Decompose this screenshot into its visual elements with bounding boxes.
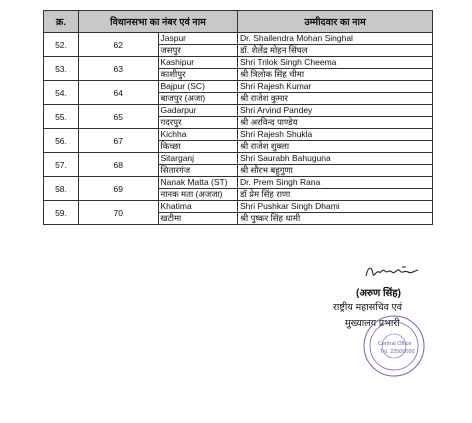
row-constituency <box>158 57 238 81</box>
constituency-name-en: Nanak Matta (ST) <box>160 177 228 187</box>
row-candidate <box>238 57 433 81</box>
candidate-table <box>43 10 433 225</box>
row-candidate <box>238 153 433 177</box>
constituency-name-hi: किच्छा <box>159 140 238 152</box>
candidate-name-en: Shri Arvind Pandey <box>240 105 313 115</box>
row-ac-number: 67 <box>79 129 159 153</box>
table-row <box>44 201 433 225</box>
constituency-name-hi: नानक मता (अजजा) <box>159 188 238 200</box>
row-serial: 53. <box>44 57 79 81</box>
row-serial: 58. <box>44 177 79 201</box>
constituency-name-en: Gadarpur <box>160 105 197 115</box>
table-row <box>44 129 433 153</box>
row-ac-number: 68 <box>79 153 159 177</box>
row-candidate <box>238 177 433 201</box>
header-candidate: उम्मीदवार का नाम <box>238 11 433 33</box>
candidate-name-hi: श्री त्रिलोक सिंह चीमा <box>238 68 432 80</box>
row-constituency <box>158 201 238 225</box>
constituency-name-hi: सितारगंज <box>159 164 238 176</box>
table-row <box>44 105 433 129</box>
row-constituency <box>158 177 238 201</box>
header-constituency: विधानसभा का नंबर एवं नाम <box>79 11 238 33</box>
candidate-name-en: Shri Trilok Singh Cheema <box>240 57 337 67</box>
row-ac-number: 69 <box>79 177 159 201</box>
row-serial: 59. <box>44 201 79 225</box>
row-candidate <box>238 81 433 105</box>
row-ac-number: 65 <box>79 105 159 129</box>
candidate-name-en: Shri Pushkar Singh Dhami <box>240 201 340 211</box>
constituency-name-hi: जसपुर <box>159 44 238 56</box>
row-constituency <box>158 153 238 177</box>
candidate-name-hi: श्री अरविन्द पाण्डेय <box>238 116 432 128</box>
row-candidate <box>238 105 433 129</box>
row-serial: 56. <box>44 129 79 153</box>
table-row <box>44 33 433 57</box>
row-constituency <box>158 33 238 57</box>
candidate-name-en: Shri Saurabh Bahuguna <box>240 153 331 163</box>
row-candidate <box>238 129 433 153</box>
row-ac-number: 63 <box>79 57 159 81</box>
row-candidate <box>238 201 433 225</box>
row-constituency <box>158 129 238 153</box>
row-serial: 55. <box>44 105 79 129</box>
stamp-text-office: Central Office <box>378 341 412 347</box>
table-row <box>44 177 433 201</box>
candidate-name-hi: डॉ प्रेम सिंह राणा <box>238 188 432 200</box>
stamp-text-tel: Tel. 23500000 <box>380 349 415 355</box>
candidate-name-en: Dr. Shailendra Mohan Singhal <box>240 33 353 43</box>
candidate-name-hi: डॉ. शैलेंद्र मोहन सिंघल <box>238 44 432 56</box>
signatory-title-line2: मुख्यालय प्रभारी <box>345 318 400 329</box>
constituency-name-en: Jaspur <box>160 33 187 43</box>
candidate-name-hi: श्री सौरभ बहुगुणा <box>238 164 432 176</box>
constituency-name-en: Sitarganj <box>160 153 195 163</box>
candidate-name-hi: श्री पुष्कर सिंह धामी <box>238 212 432 224</box>
table-header-row <box>44 11 433 33</box>
row-constituency <box>158 105 238 129</box>
candidate-name-hi: श्री राजेश कुमार <box>238 92 432 104</box>
candidate-name-en: Shri Rajesh Kumar <box>240 81 312 91</box>
candidate-name-en: Shri Rajesh Shukla <box>240 129 313 139</box>
signatory-title-line1: राष्ट्रीय महासचिव एवं <box>333 302 403 313</box>
candidate-name-hi: श्री राजेश शुक्ला <box>238 140 432 152</box>
constituency-name-hi: काशीपुर <box>159 68 238 80</box>
header-serial: क्र. <box>44 11 79 33</box>
constituency-name-en: Kichha <box>160 129 187 139</box>
row-serial: 54. <box>44 81 79 105</box>
table-row <box>44 153 433 177</box>
signatory-name: (अरुण सिंह) <box>356 288 401 299</box>
constituency-name-en: Bajpur (SC) <box>160 81 205 91</box>
signature-image <box>362 262 422 282</box>
constituency-name-hi: खटीमा <box>159 212 238 224</box>
row-ac-number: 70 <box>79 201 159 225</box>
constituency-name-en: Khatima <box>160 201 192 211</box>
row-constituency <box>158 81 238 105</box>
row-candidate <box>238 33 433 57</box>
row-ac-number: 64 <box>79 81 159 105</box>
row-serial: 52. <box>44 33 79 57</box>
constituency-name-hi: गदरपुर <box>159 116 238 128</box>
row-ac-number: 62 <box>79 33 159 57</box>
constituency-name-en: Kashipur <box>160 57 195 67</box>
candidate-name-en: Dr. Prem Singh Rana <box>240 177 321 187</box>
table-row <box>44 57 433 81</box>
table-row <box>44 81 433 105</box>
constituency-name-hi: बाजपुर (अजा) <box>159 92 238 104</box>
row-serial: 57. <box>44 153 79 177</box>
